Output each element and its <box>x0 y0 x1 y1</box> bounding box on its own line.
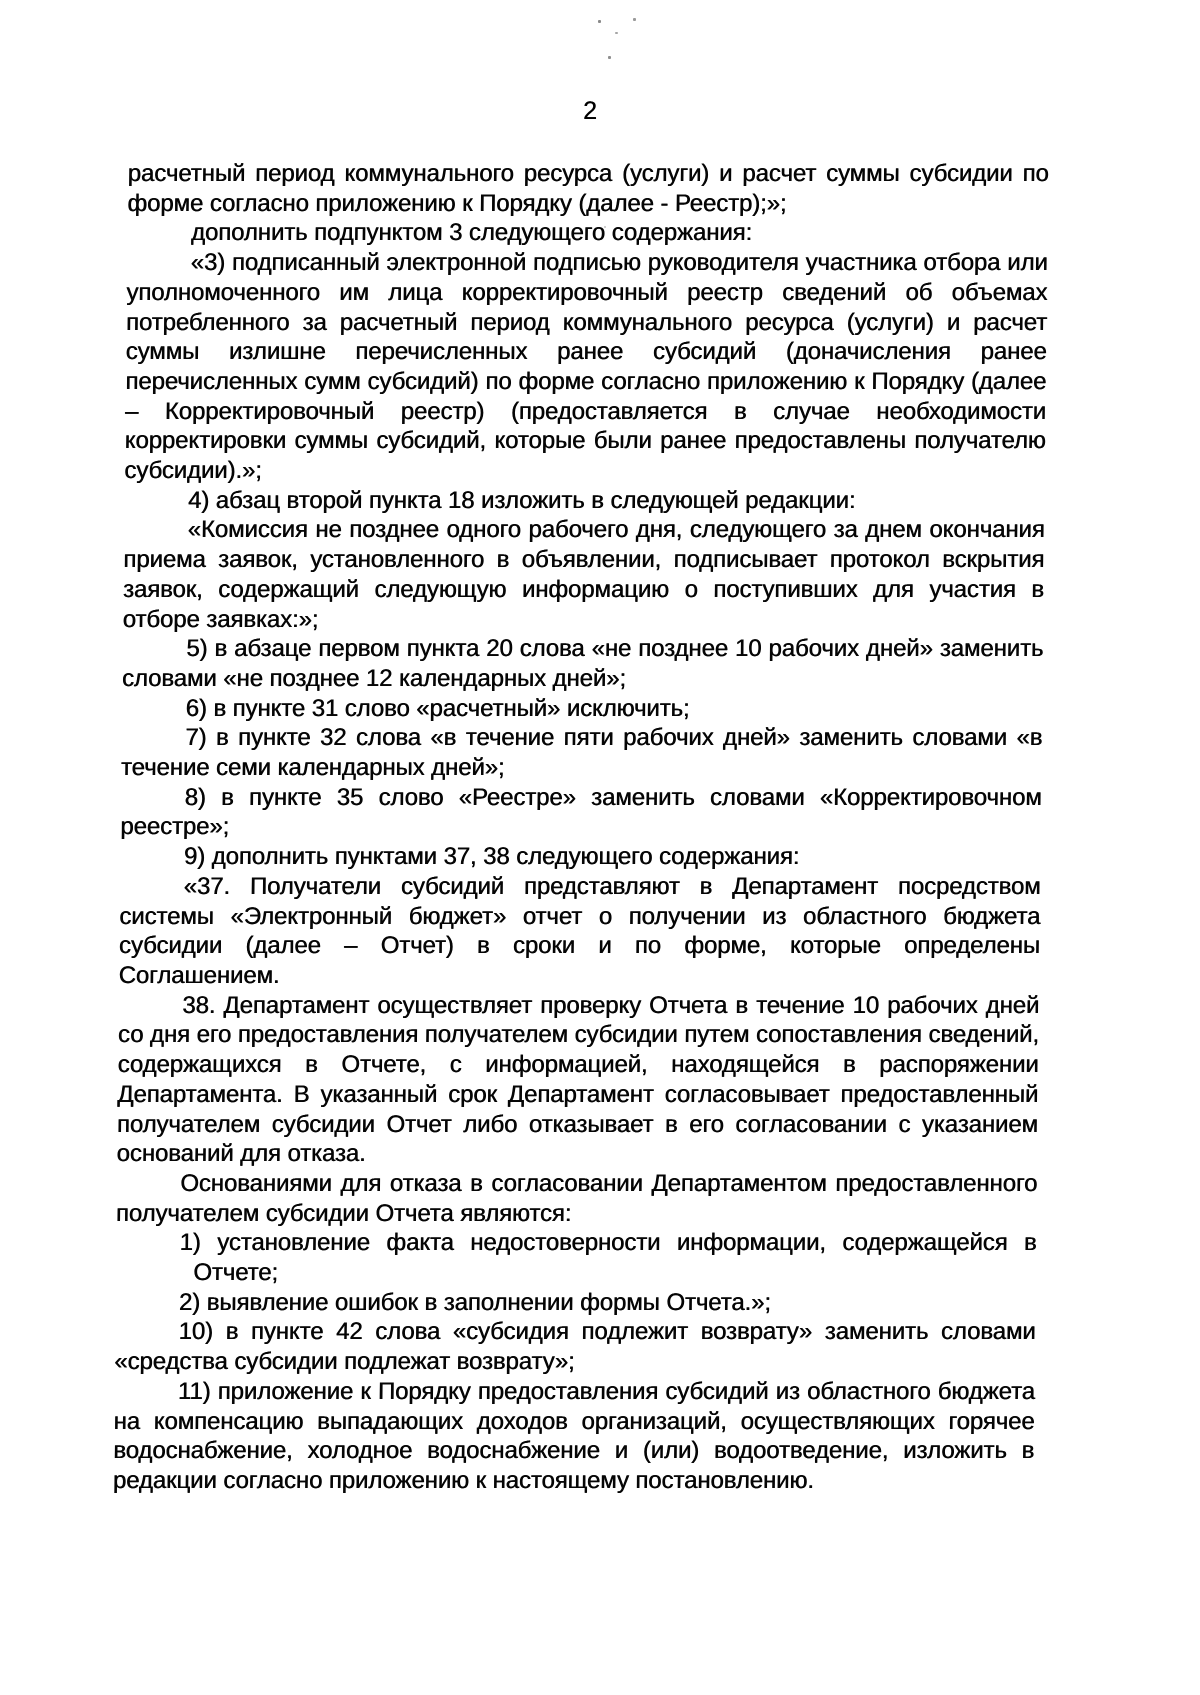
scan-speck <box>615 32 618 34</box>
paragraph: 10) в пункте 42 слова «субсидия подлежит возврату» заменить словами «средства субсидии подлежат возврату»; <box>114 1318 1036 1376</box>
page-number: 2 <box>583 97 597 125</box>
paragraph: 7) в пункте 32 слова «в течение пяти рабочих дней» заменить словами «в течение семи календарных дней»; <box>120 724 1043 782</box>
paragraph: 11) приложение к Порядку предоставления субсидий из областного бюджета на компенсацию выпадающих доходов организаций, осуществляющих горячее водоснабжение, холодное водоснабжение и (или) водоотведение, изложить в редакции согласно приложению к настоящему постановлению. <box>112 1377 1036 1494</box>
paragraph: «37. Получатели субсидий представляют в Департамент посредством системы «Электронный бюджет» отчет о получении из областного бюджета субсидии (далее – Отчет) в сроки и по форме, которые определены Соглашением. <box>118 872 1041 989</box>
paragraph: дополнить подпунктом 3 следующего содержания: <box>191 219 753 247</box>
paragraph: 9) дополнить пунктами 37, 38 следующего содержания: <box>183 843 800 871</box>
scan-speck <box>633 18 636 21</box>
paragraph: 6) в пункте 31 слово «расчетный» исключить; <box>185 694 690 722</box>
paragraph: 8) в пункте 35 слово «Реестре» заменить словами «Корректировочном реестре»; <box>120 783 1042 841</box>
paragraph: расчетный период коммунального ресурса (услуги) и расчет суммы субсидии по форме согласно приложению к Порядку (далее - Реестр);»; <box>127 160 1049 217</box>
scan-speck <box>608 56 611 59</box>
document-body <box>113 159 1049 1496</box>
paragraph: Основаниями для отказа в согласовании Департаментом предоставленного получателем субсидии Отчета являются: <box>115 1169 1038 1227</box>
scan-speck <box>598 20 601 23</box>
list-item: 2) выявление ошибок в заполнении формы Отчета.»; <box>178 1288 772 1316</box>
paragraph: 4) абзац второй пункта 18 изложить в следующей редакции: <box>187 486 856 514</box>
paragraph: «3) подписанный электронной подписью руководителя участника отбора или уполномоченного им лица корректировочный реестр сведений об объемах потребленного за расчетный период коммунального ресурса (услуги) и расчет суммы излишне перечисленных ранее субсидий (доначисления ранее перечисленных сумм субсидий) по форме согласно приложению к Порядку (далее – Корректировочный реестр) (предоставляется в случае необходимости корректировки суммы субсидий, которые были ранее предоставлены получателю субсидии).»; <box>124 249 1048 485</box>
list-item: 1) установление факта недостоверности информации, содержащейся в Отчете; <box>179 1229 1037 1287</box>
paragraph: 38. Департамент осуществляет проверку Отчета в течение 10 рабочих дней со дня его предоставления получателем субсидии путем сопоставления сведений, содержащихся в Отчете, с информацией, находящейся в распоряжении Департамента. В указанный срок Департамент согласовывает предоставленный получателем субсидии Отчет либо отказывает в его согласовании с указанием оснований для отказа. <box>116 991 1040 1168</box>
paragraph: «Комиссия не позднее одного рабочего дня, следующего за днем окончания приема заявок, установленного в объявлении, подписывает протокол вскрытия заявок, содержащий следующую информацию о поступивших для участия в отборе заявках:»; <box>122 516 1045 633</box>
paragraph: 5) в абзаце первом пункта 20 слова «не позднее 10 рабочих дней» заменить словами «не позднее 12 календарных дней»; <box>121 635 1044 692</box>
